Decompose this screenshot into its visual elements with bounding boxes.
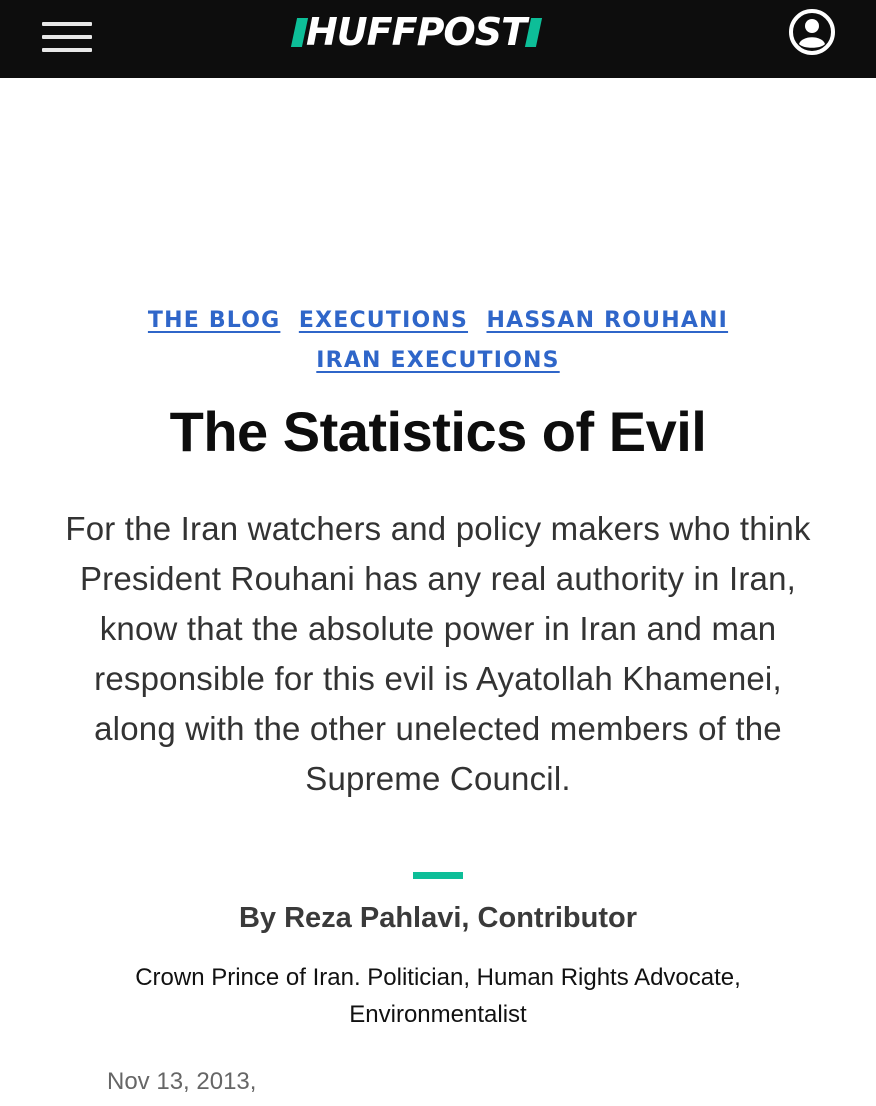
tag-row-1 [0,304,876,344]
author-byline[interactable]: By Reza Pahlavi, Contributor [238,902,637,934]
tag-hassan-rouhani[interactable]: HASSAN ROUHANI [486,308,729,333]
article-tags [0,304,876,384]
huffpost-logo[interactable] [294,12,539,52]
section-divider [413,872,463,879]
logo-text: HUFFPOST [306,10,527,54]
logo-right-bar [525,18,542,47]
hamburger-menu-icon[interactable] [42,20,92,54]
tag-the-blog[interactable]: THE BLOG [147,308,281,333]
user-account-icon[interactable] [788,8,836,56]
site-header [0,0,876,78]
article-headline: The Statistics of Evil [169,400,707,463]
tag-iran-executions[interactable]: IRAN EXECUTIONS [316,348,560,373]
author-bio: Crown Prince of Iran. Politician, Human Rights Advocate, Environmentalist [135,964,741,1028]
tag-row-2 [0,344,876,384]
article-dek: For the Iran watchers and policy makers who think President Rouhani has any real authority in Iran, know that the absolute power in Iran and man responsible for this evil is Ayatollah Khamenei, along with the other unelected members of the Supreme Council. [65,510,811,797]
tag-executions[interactable]: EXECUTIONS [298,308,469,333]
publish-date: Nov 13, 2013, [107,1068,257,1095]
